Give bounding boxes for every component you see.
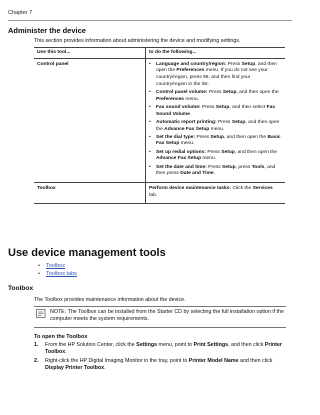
list-item: 1. From the HP Solution Center, click the Settings menu, point to Print Settings, and then click Printer Toolbox. [34,342,282,355]
topic-link-list [38,262,77,278]
list-item: • Control panel volume: Press Setup, and then open the Preferences menu. [149,90,282,103]
list-item: • Language and country/region: Press Setup, and then open the Preferences menu. If you do not see your country/region, press 99, and then find your country/region in the list. [149,62,282,89]
management-tools-heading: Use device management tools [8,247,166,259]
note-top-divider [34,306,286,307]
table-row [34,183,285,203]
open-toolbox-steps [34,342,288,374]
note-text: NOTE: The Toolbox can be installed from the Starter CD by selecting the full installation option if the computer meets the system requirements. [50,309,284,322]
list-item: • Set up redial options: Press Setup, and then open the Advance Fax Setup menu. [149,150,282,163]
tool-name-toolbox: Toolbox [37,186,56,192]
list-item [38,270,77,278]
note-bottom-divider [34,327,286,328]
open-toolbox-heading: To open the Toolbox [34,334,88,340]
toolbox-intro: The Toolbox provides maintenance information about the device. [34,297,186,303]
header-divider [8,20,292,21]
section-heading: Administer the device [8,26,86,35]
table-header-task: to do the following... [146,48,286,59]
toolbox-heading: Toolbox [8,285,34,292]
note-icon [36,309,46,318]
toolbox-task: Perform device maintenance tasks: Click the Services tab. [146,183,286,203]
list-item: 2. Right-click the HP Digital Imaging Monitor in the tray, point to Printer Model Name and then click Display Printer Toolbox. [34,358,273,371]
list-item: • Set the date and time: Press Setup, press Tools, and then press Date and Time. [149,165,282,178]
control-panel-task-list [149,62,282,178]
table-header-tool: Use this tool... [34,48,146,59]
section-intro: This section provides information about administering the device and modifying settings. [34,38,241,44]
chapter-label: Chapter 7 [8,10,33,16]
toolbox-tabs-link[interactable]: Toolbox tabs [46,271,77,277]
tools-table [34,47,285,204]
toolbox-link[interactable]: Toolbox [46,263,65,269]
table-header-row [34,48,285,59]
tool-name-control-panel: Control panel [37,61,69,67]
list-item: • Set the dial type: Press Setup, and then open the Basic Fax Setup menu. [149,135,282,148]
list-item: • Fax sound volume: Press Setup, and then select Fax Sound Volume. [149,105,282,118]
table-row [34,58,285,183]
list-item: • Automatic report printing: Press Setup, and then open the Advance Fax Setup menu. [149,120,282,133]
list-item [38,262,77,270]
